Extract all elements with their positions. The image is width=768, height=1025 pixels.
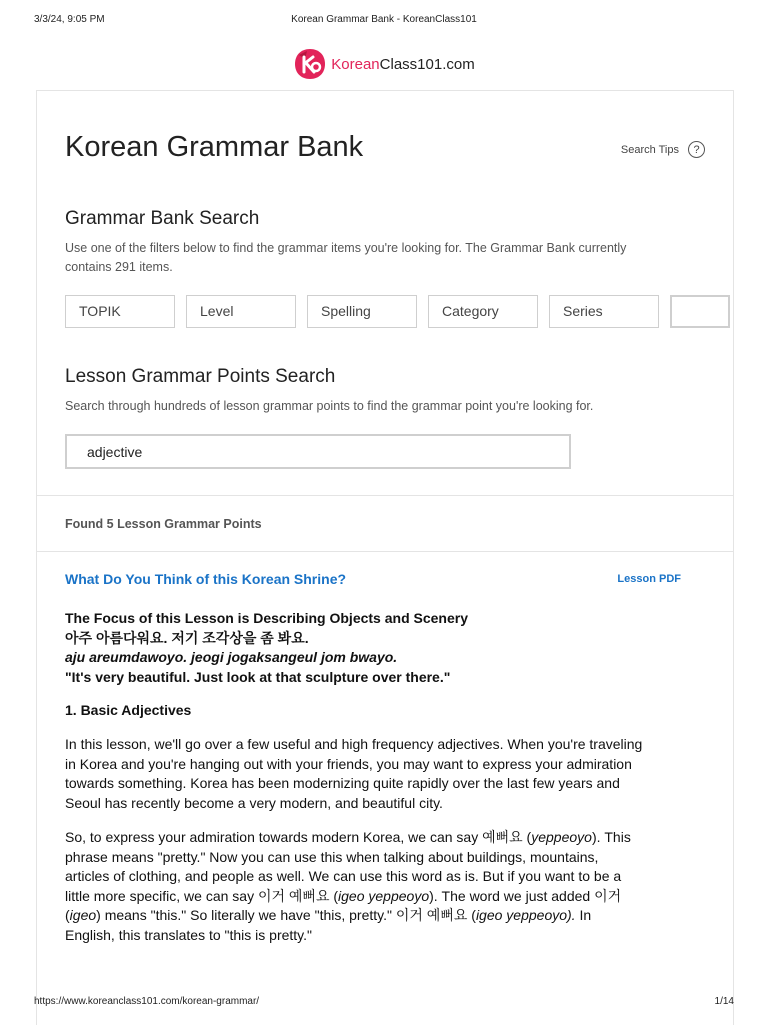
- lesson-korean-sentence: 아주 아름다워요. 저기 조각상을 좀 봐요.: [65, 629, 309, 646]
- paragraph-text: So, to express your admiration towards modern Korea, we can say 예뻐요 (: [65, 829, 532, 845]
- filter-category[interactable]: Category: [428, 295, 538, 328]
- print-page-title: Korean Grammar Bank - KoreanClass101: [291, 14, 477, 25]
- paragraph-text: ). This phrase means "pretty." Now you can use this when talking about buildings, mountains, articles of clothing, and people as well. We can use this word as is. But if you want to be a little more specific, we can say 이거 예뻐요 (: [65, 829, 631, 904]
- help-icon[interactable]: ?: [688, 141, 705, 158]
- filter-series[interactable]: Series: [549, 295, 659, 328]
- logo-rest-text: Class101.com: [379, 55, 475, 73]
- logo-brand-text: Korean: [331, 55, 380, 73]
- lesson-paragraph: [65, 828, 643, 945]
- lesson-grammar-search-title: Lesson Grammar Points Search: [65, 366, 336, 387]
- romanized-term: igeo yeppeoyo: [338, 887, 430, 904]
- grammar-bank-card: [36, 90, 734, 1025]
- romanized-term: yeppeoyo: [531, 829, 592, 845]
- lesson-translation: "It's very beautiful. Just look at that sculpture over there.": [65, 668, 451, 685]
- lesson-romanization: aju areumdawoyo. jeogi jogaksangeul jom bwayo.: [65, 649, 398, 665]
- print-datetime: 3/3/24, 9:05 PM: [34, 14, 105, 25]
- romanized-term: igeo yeppeoyo).: [475, 907, 576, 923]
- grammar-bank-search-title: Grammar Bank Search: [65, 208, 260, 229]
- romanized-term: igeo: [69, 907, 97, 923]
- print-url: https://www.koreanclass101.com/korean-grammar/: [34, 996, 260, 1007]
- divider: [37, 495, 733, 496]
- lesson-focus-block: [65, 609, 643, 687]
- koreanclass101-logo-icon: [293, 47, 327, 81]
- filter-level[interactable]: Level: [186, 295, 296, 328]
- print-page-count: 1/14: [714, 996, 734, 1007]
- filter-extra[interactable]: [670, 295, 730, 328]
- search-tips-link[interactable]: [621, 141, 705, 158]
- grammar-filters: [65, 295, 734, 328]
- print-header: [34, 14, 734, 30]
- lesson-title-link[interactable]: What Do You Think of this Korean Shrine?: [65, 571, 347, 587]
- lesson-pdf-link[interactable]: Lesson PDF: [617, 573, 681, 585]
- paragraph-text: In English, this translates to "this is pretty.": [65, 907, 592, 943]
- lesson-focus-heading: The Focus of this Lesson is Describing Objects and Scenery: [65, 610, 468, 626]
- results-count: Found 5 Lesson Grammar Points: [65, 517, 262, 531]
- paragraph-text: ) means "this." So literally we have "this, pretty." 이거 예뻐요 (: [96, 907, 476, 923]
- logo-wordmark: [331, 56, 474, 73]
- lesson-paragraph: In this lesson, we'll go over a few useful and high frequency adjectives. When you're traveling in Korea and you're hanging out with your friends, you may want to express your admiration towards something. Korea has been modernizing quite rapidly over the last few years and Seoul has recently become a very modern, and beautiful city.: [65, 736, 643, 811]
- site-logo[interactable]: [0, 44, 768, 84]
- print-footer: [34, 996, 734, 1010]
- page-title: Korean Grammar Bank: [65, 131, 364, 163]
- lesson-grammar-search-input[interactable]: [65, 434, 571, 469]
- search-tips-label: Search Tips: [620, 143, 679, 156]
- filter-spelling[interactable]: Spelling: [307, 295, 417, 328]
- divider: [37, 551, 733, 552]
- grammar-bank-search-description: Use one of the filters below to find the grammar items you're looking for. The Grammar Bank currently contains 291 items.: [65, 241, 627, 274]
- lesson-content: [65, 609, 643, 945]
- lesson-grammar-search-description: Search through hundreds of lesson grammar points to find the grammar point you're looking for.: [65, 399, 594, 413]
- lesson-subheading: 1. Basic Adjectives: [65, 702, 192, 718]
- paragraph-text: ). The word we just added 이거 (: [65, 887, 622, 923]
- filter-topik[interactable]: TOPIK: [65, 295, 175, 328]
